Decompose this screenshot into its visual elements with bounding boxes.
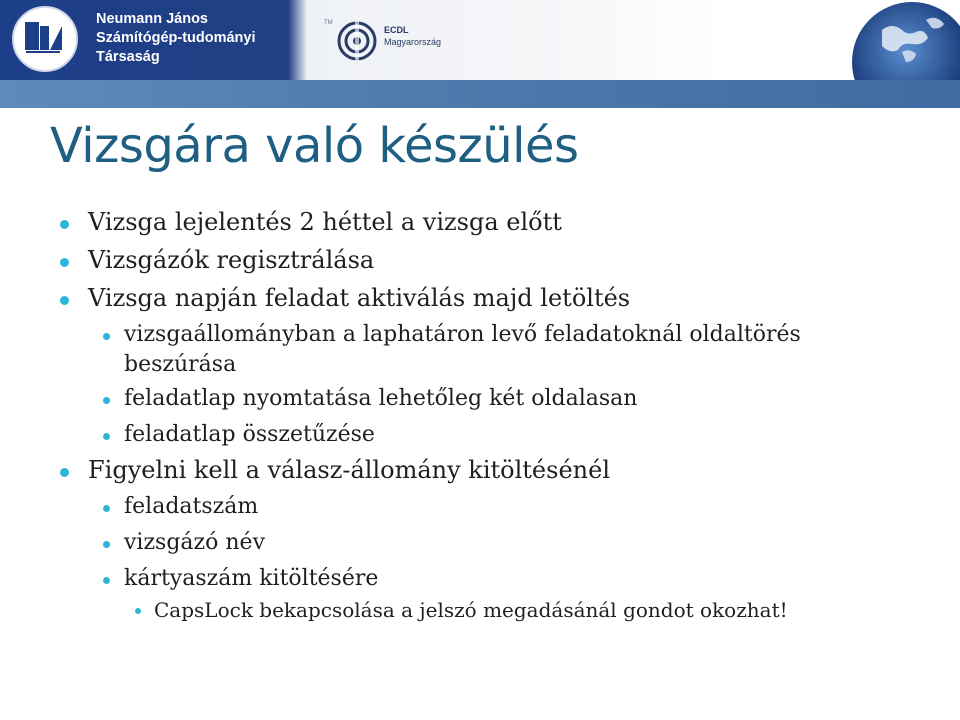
org-name-line-1: Neumann János xyxy=(96,11,208,27)
bullet-text: feladatlap nyomtatása lehetőleg két oldalasan xyxy=(124,386,638,411)
bullet-item-registration xyxy=(88,246,374,274)
ecdl-logo-icon xyxy=(336,20,378,62)
ecdl-label-line-2: Magyarország xyxy=(384,37,442,47)
sub-bullet-item-page-break xyxy=(124,322,801,347)
header-banner xyxy=(0,0,960,80)
bullet-dot-icon xyxy=(103,333,110,340)
bullet-text: feladatlap összetűzése xyxy=(124,422,375,447)
bullet-dot-icon xyxy=(103,505,110,512)
bullet-text: vizsgaállományban a laphatáron levő feladatoknál oldaltörés xyxy=(124,322,801,347)
bullet-text: vizsgázó név xyxy=(124,530,265,555)
bullet-text: Vizsgázók regisztrálása xyxy=(88,246,375,274)
bullet-dot-icon xyxy=(60,258,69,267)
bullet-dot-icon xyxy=(103,433,110,440)
bullet-dot-icon xyxy=(60,468,69,477)
slide-title: Vizsgára való készülés xyxy=(50,118,579,174)
bullet-text: Vizsga lejelentés 2 héttel a vizsga előtt xyxy=(88,208,562,236)
org-name-line-3: Társaság xyxy=(96,49,160,65)
bullet-text: Figyelni kell a válasz-állomány kitöltésénél xyxy=(88,456,610,484)
ecdl-label-line-1: ECDL xyxy=(384,25,409,35)
bullet-dot-icon xyxy=(103,541,110,548)
sub-bullet-item-staple xyxy=(124,422,375,447)
bullet-item-answer-file xyxy=(88,456,610,484)
bullet-item-exam-day xyxy=(88,284,630,312)
sub-bullet-item-page-break-cont xyxy=(124,352,236,377)
bullet-dot-icon xyxy=(135,608,141,614)
bullet-text: kártyaszám kitöltésére xyxy=(124,566,379,591)
bullet-text: beszúrása xyxy=(124,352,237,377)
website-links: www.njszt.hu, www.ecdl.hu xyxy=(747,166,952,185)
sub-sub-bullet-item-capslock xyxy=(154,598,788,622)
bullet-dot-icon xyxy=(60,220,69,229)
ecdl-label xyxy=(384,24,441,48)
njszt-logo-icon xyxy=(22,16,64,58)
org-name xyxy=(96,10,256,67)
bullet-text: CapsLock bekapcsolása a jelszó megadásánál gondot okozhat! xyxy=(154,598,788,622)
org-name-line-2: Számítógép-tudományi xyxy=(96,30,256,46)
bullet-dot-icon xyxy=(103,397,110,404)
sub-bullet-item-task-number xyxy=(124,494,258,519)
bullet-dot-icon xyxy=(60,296,69,305)
sub-bullet-item-name xyxy=(124,530,265,555)
bullet-dot-icon xyxy=(103,577,110,584)
sub-bullet-item-card-number xyxy=(124,566,378,591)
sub-bullet-item-print xyxy=(124,386,637,411)
bullet-text: Vizsga napján feladat aktiválás majd letöltés xyxy=(88,284,631,312)
globe-icon xyxy=(842,0,960,80)
ecdl-trademark: TM xyxy=(324,20,333,26)
bullet-item-exam-report xyxy=(88,208,562,236)
bullet-text: feladatszám xyxy=(124,494,259,519)
